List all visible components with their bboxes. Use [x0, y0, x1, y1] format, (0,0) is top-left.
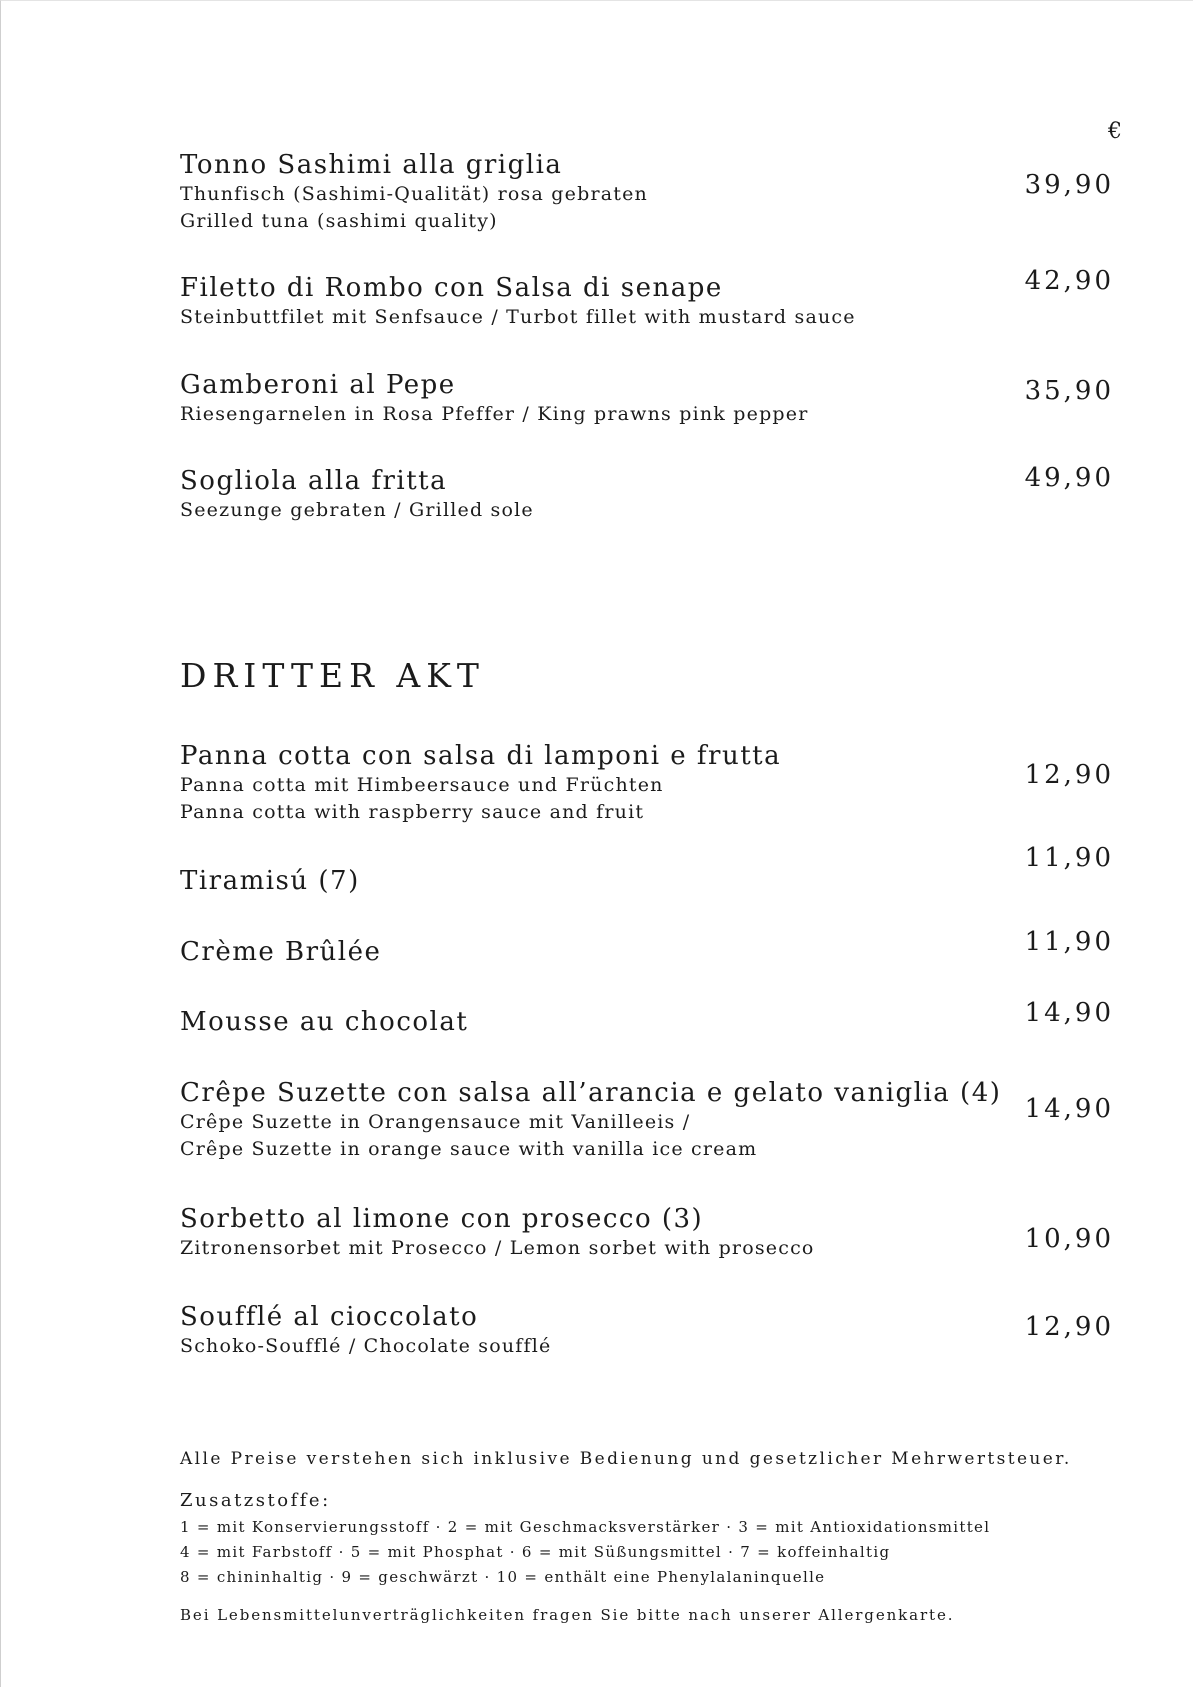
item-description: Panna cotta with raspberry sauce and fruit	[180, 801, 645, 823]
item-name: Soufflé al cioccolato	[180, 1302, 479, 1332]
item-description: Seezunge gebraten / Grilled sole	[180, 499, 534, 521]
item-description: Crêpe Suzette in Orangensauce mit Vanilleeis /	[180, 1111, 691, 1133]
item-description: Panna cotta mit Himbeersauce und Früchten	[180, 774, 664, 796]
item-price: 10,90	[1024, 1224, 1114, 1254]
item-price: 11,90	[1024, 843, 1114, 873]
item-price: 14,90	[1024, 1094, 1114, 1124]
menu-item	[180, 936, 1020, 968]
item-price: 12,90	[1024, 1312, 1114, 1342]
item-price: 49,90	[1024, 463, 1114, 493]
menu-item	[180, 1006, 1020, 1038]
menu-item	[180, 369, 1020, 428]
menu-item	[180, 1301, 1020, 1360]
additives-title: Zusatzstoffe:	[180, 1490, 331, 1511]
item-name: Tiramisú (7)	[180, 866, 360, 896]
item-price: 11,90	[1024, 927, 1114, 957]
item-name: Sogliola alla fritta	[180, 466, 448, 496]
item-name: Crème Brûlée	[180, 937, 382, 967]
item-description: Crêpe Suzette in orange sauce with vanilla ice cream	[180, 1138, 758, 1160]
menu-item	[180, 465, 1020, 524]
item-name: Mousse au chocolat	[180, 1007, 469, 1037]
item-name: Panna cotta con salsa di lamponi e frutta	[180, 741, 782, 771]
item-description: Schoko-Soufflé / Chocolate soufflé	[180, 1335, 552, 1357]
menu-item	[180, 1203, 1020, 1262]
price-note: Alle Preise verstehen sich inklusive Bedienung und gesetzlicher Mehrwertsteuer.	[180, 1449, 1072, 1469]
item-description: Steinbuttfilet mit Senfsauce / Turbot fillet with mustard sauce	[180, 306, 856, 328]
additives-line: 4 = mit Farbstoff · 5 = mit Phosphat · 6 = mit Süßungsmittel · 7 = koffeinhaltig	[180, 1543, 891, 1561]
item-name: Sorbetto al limone con prosecco (3)	[180, 1204, 704, 1234]
item-price: 42,90	[1024, 266, 1114, 296]
menu-item	[180, 865, 1020, 897]
item-description: Riesengarnelen in Rosa Pfeffer / King prawns pink pepper	[180, 403, 809, 425]
allergy-note: Bei Lebensmittelunverträglichkeiten fragen Sie bitte nach unserer Allergenkarte.	[180, 1606, 955, 1624]
menu-item	[180, 149, 1020, 235]
menu-item	[180, 272, 1020, 331]
item-description: Grilled tuna (sashimi quality)	[180, 210, 498, 232]
additives-line: 1 = mit Konservierungsstoff · 2 = mit Geschmacksverstärker · 3 = mit Antioxidationsmittel	[180, 1518, 991, 1536]
item-name: Gamberoni al Pepe	[180, 370, 456, 400]
additives-line: 8 = chininhaltig · 9 = geschwärzt · 10 = enthält eine Phenylalaninquelle	[180, 1568, 826, 1586]
section-title: DRITTER AKT	[180, 656, 485, 695]
item-price: 14,90	[1024, 998, 1114, 1028]
menu-item	[180, 1077, 1020, 1163]
item-price: 12,90	[1024, 760, 1114, 790]
item-price: 39,90	[1024, 170, 1114, 200]
item-price: 35,90	[1024, 376, 1114, 406]
menu-item	[180, 740, 1020, 826]
item-description: Thunfisch (Sashimi-Qualität) rosa gebraten	[180, 183, 648, 205]
item-description: Zitronensorbet mit Prosecco / Lemon sorbet with prosecco	[180, 1237, 815, 1259]
currency-symbol: €	[1108, 119, 1122, 144]
item-name: Tonno Sashimi alla griglia	[180, 150, 563, 180]
item-name: Filetto di Rombo con Salsa di senape	[180, 273, 723, 303]
item-name: Crêpe Suzette con salsa all’arancia e gelato vaniglia (4)	[180, 1078, 1002, 1108]
